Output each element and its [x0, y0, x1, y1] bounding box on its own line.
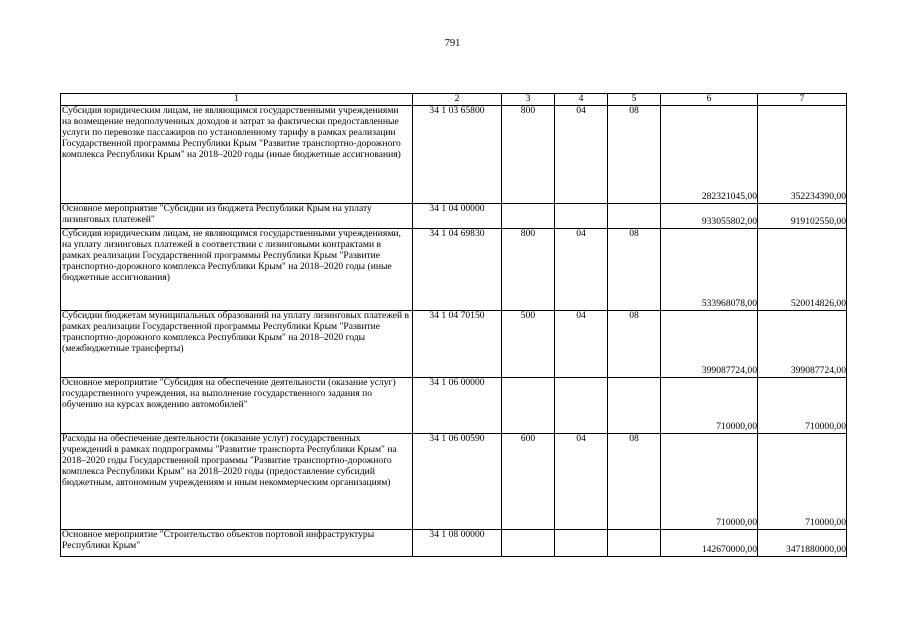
amount-2019-cell: 710000,00: [661, 433, 758, 529]
table-row: [61, 529, 847, 556]
header-cell: 7: [758, 94, 847, 106]
column-5-cell: [608, 377, 661, 433]
header-cell: 5: [608, 94, 661, 106]
table-row: [61, 228, 847, 310]
table-row: [61, 310, 847, 377]
code-cell: 34 1 03 65800: [413, 105, 502, 203]
column-5-cell: [608, 203, 661, 228]
amount-2019-cell: 282321045,00: [661, 105, 758, 203]
description-cell: Субсидии бюджетам муниципальных образований на уплату лизинговых платежей в рамках реализации Государственной программы Республики Крым "Развитие транспортно-дорожного комплекса Республики Крым" на 2018–2020 годы (межбюджетные трансферты): [61, 310, 413, 377]
description-cell: Субсидия юридическим лицам, не являющимся государственными учреждениями, на уплату лизинговых платежей в соответствии с лизинговыми контрактами в рамках реализации Государственной программы Республики Крым "Развитие транспортно-дорожного комплекса Республики Крым" на 2018–2020 годы (иные бюджетные ассигнования): [61, 228, 413, 310]
budget-table: [60, 93, 847, 557]
code-cell: 34 1 08 00000: [413, 529, 502, 556]
amount-2020-cell: 3471880000,00: [758, 529, 847, 556]
column-5-cell: [608, 529, 661, 556]
description-cell: Основное мероприятие "Строительство объектов портовой инфраструктуры Республики Крым": [61, 529, 413, 556]
column-5-cell: 08: [608, 310, 661, 377]
description-cell: Основное мероприятие "Субсидии из бюджета Республики Крым на уплату лизинговых платежей": [61, 203, 413, 228]
code-cell: 34 1 06 00590: [413, 433, 502, 529]
column-3-cell: 800: [502, 105, 555, 203]
column-3-cell: 800: [502, 228, 555, 310]
description-cell: Основное мероприятие "Субсидия на обеспечение деятельности (оказание услуг) государственного учреждения, на выполнение государственного задания по обучению на курсах вождению автомобилей": [61, 377, 413, 433]
column-5-cell: 08: [608, 105, 661, 203]
amount-2020-cell: 710000,00: [758, 377, 847, 433]
table-row: [61, 433, 847, 529]
amount-2020-cell: 520014826,00: [758, 228, 847, 310]
header-cell: 1: [61, 94, 413, 106]
description-cell: Субсидия юридическим лицам, не являющимся государственными учреждениями на возмещение недополученных доходов и затрат за фактически предоставленные услуги по перевозке пассажиров по установленному тарифу в рамках реализации Государственной программы Республики Крым "Развитие транспортно-дорожного комплекса Республики Крым" на 2018–2020 годы (иные бюджетные ассигнования): [61, 105, 413, 203]
table-row: [61, 203, 847, 228]
amount-2019-cell: 399087724,00: [661, 310, 758, 377]
amount-2020-cell: 399087724,00: [758, 310, 847, 377]
description-cell: Расходы на обеспечение деятельности (оказание услуг) государственных учреждений в рамках подпрограммы "Развитие транспорта Республики Крым" на 2018–2020 годы Государственной программы "Развитие транспортно-дорожного комплекса Республики Крым" на 2018–2020 годы (предоставление субсидий бюджетным, автономным учреждениям и иным некоммерческим организациям): [61, 433, 413, 529]
column-3-cell: [502, 203, 555, 228]
column-4-cell: [555, 529, 608, 556]
amount-2020-cell: 710000,00: [758, 433, 847, 529]
code-cell: 34 1 04 69830: [413, 228, 502, 310]
column-4-cell: 04: [555, 310, 608, 377]
code-cell: 34 1 04 00000: [413, 203, 502, 228]
amount-2020-cell: 919102550,00: [758, 203, 847, 228]
header-cell: 2: [413, 94, 502, 106]
header-cell: 6: [661, 94, 758, 106]
column-4-cell: 04: [555, 433, 608, 529]
table-row: [61, 105, 847, 203]
column-3-cell: [502, 529, 555, 556]
header-cell: 4: [555, 94, 608, 106]
header-cell: 3: [502, 94, 555, 106]
table-header-row: [61, 94, 847, 106]
table-row: [61, 377, 847, 433]
column-4-cell: [555, 377, 608, 433]
column-3-cell: 500: [502, 310, 555, 377]
column-5-cell: 08: [608, 228, 661, 310]
column-3-cell: [502, 377, 555, 433]
column-5-cell: 08: [608, 433, 661, 529]
column-4-cell: [555, 203, 608, 228]
amount-2019-cell: 533968078,00: [661, 228, 758, 310]
column-4-cell: 04: [555, 105, 608, 203]
amount-2019-cell: 142670000,00: [661, 529, 758, 556]
column-4-cell: 04: [555, 228, 608, 310]
amount-2019-cell: 933055802,00: [661, 203, 758, 228]
amount-2019-cell: 710000,00: [661, 377, 758, 433]
code-cell: 34 1 04 70150: [413, 310, 502, 377]
page-number: 791: [444, 38, 461, 49]
column-3-cell: 600: [502, 433, 555, 529]
amount-2020-cell: 352234390,00: [758, 105, 847, 203]
code-cell: 34 1 06 00000: [413, 377, 502, 433]
